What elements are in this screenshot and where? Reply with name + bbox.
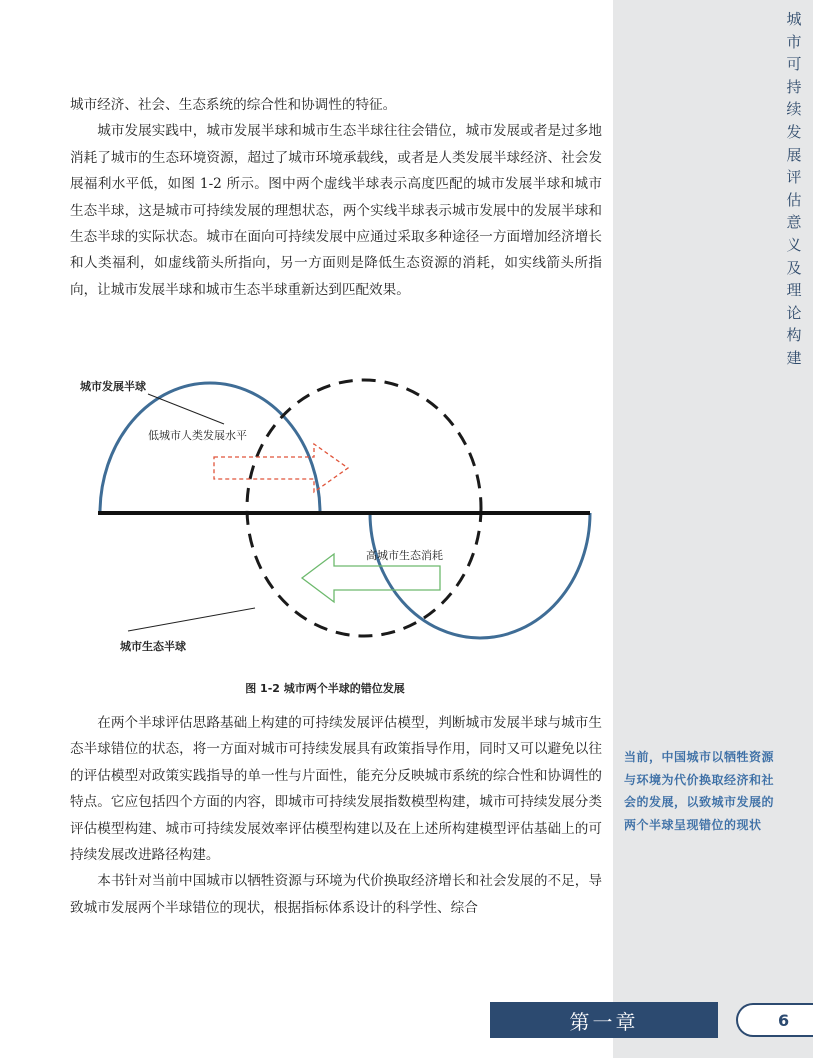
side-note: 当前，中国城市以牺牲资源与环境为代价换取经济和社会的发展，以致城市发展的两个半球呈现错位的现状 [624,750,775,832]
vertical-chapter-title: 城市可持续发展评估意义及理论构建 [786,10,802,367]
paragraph-4: 本书针对当前中国城市以牺牲资源与环境为代价换取经济增长和社会发展的不足，导致城市发展两个半球错位的现状，根据指标体系设计的科学性、综合 [70,873,602,916]
high-eco-consumption-label: 高城市生态消耗 [366,549,443,562]
eco-hemisphere-label: 城市生态半球 [120,640,186,653]
development-hemisphere-arc [100,383,320,513]
hemisphere-figure [68,368,596,668]
body-text-top [70,92,602,303]
body-text-bottom [70,710,602,921]
leader-line-eco [128,608,255,631]
figure-caption: 图 1-2 城市两个半球的错位发展 [245,682,405,695]
paragraph-3: 在两个半球评估思路基础上构建的可持续发展评估模型，判断城市发展半球与城市生态半球错位的状态，将一方面对城市可持续发展具有政策指导作用，同时又可以避免以往的评估模型对政策实践指导的单一性与片面性，能充分反映城市系统的综合性和协调性的特点。它应包括四个方面的内容，即城市可持续发展指数模型构建，城市可持续发展分类评估模型构建、城市可持续发展效率评估模型构建以及在上述所构建模型评估基础上的可持续发展改进路径构建。 [70,715,602,864]
page-number: 6 [736,1003,813,1037]
dev-hemisphere-label: 城市发展半球 [80,380,146,393]
paragraph-1: 城市经济、社会、生态系统的综合性和协调性的特征。 [70,97,397,113]
low-human-dev-label: 低城市人类发展水平 [148,429,247,442]
chapter-tab: 第一章 [490,1002,718,1038]
increase-arrow [214,444,348,492]
paragraph-2: 城市发展实践中，城市发展半球和城市生态半球往往会错位，城市发展或者是过多地消耗了城市的生态环境资源，超过了城市环境承载线，或者是人类发展半球经济、社会发展福利水平低，如图 1-2 所示。图中两个虚线半球表示高度匹配的城市发展半球和城市生态半球，这是城市可持续发展的理想状态，两个实线半球表示城市发展中的发展半球和生态半球的实际状态。城市在面向可持续发展中应通过采取多种途径一方面增加经济增长和人类福利，如虚线箭头所指向，另一方面则是降低生态资源的消耗，如实线箭头所指向，让城市发展半球和城市生态半球重新达到匹配效果。 [70,123,602,298]
leader-line-dev [148,394,224,424]
ideal-dashed-circle [247,380,481,636]
